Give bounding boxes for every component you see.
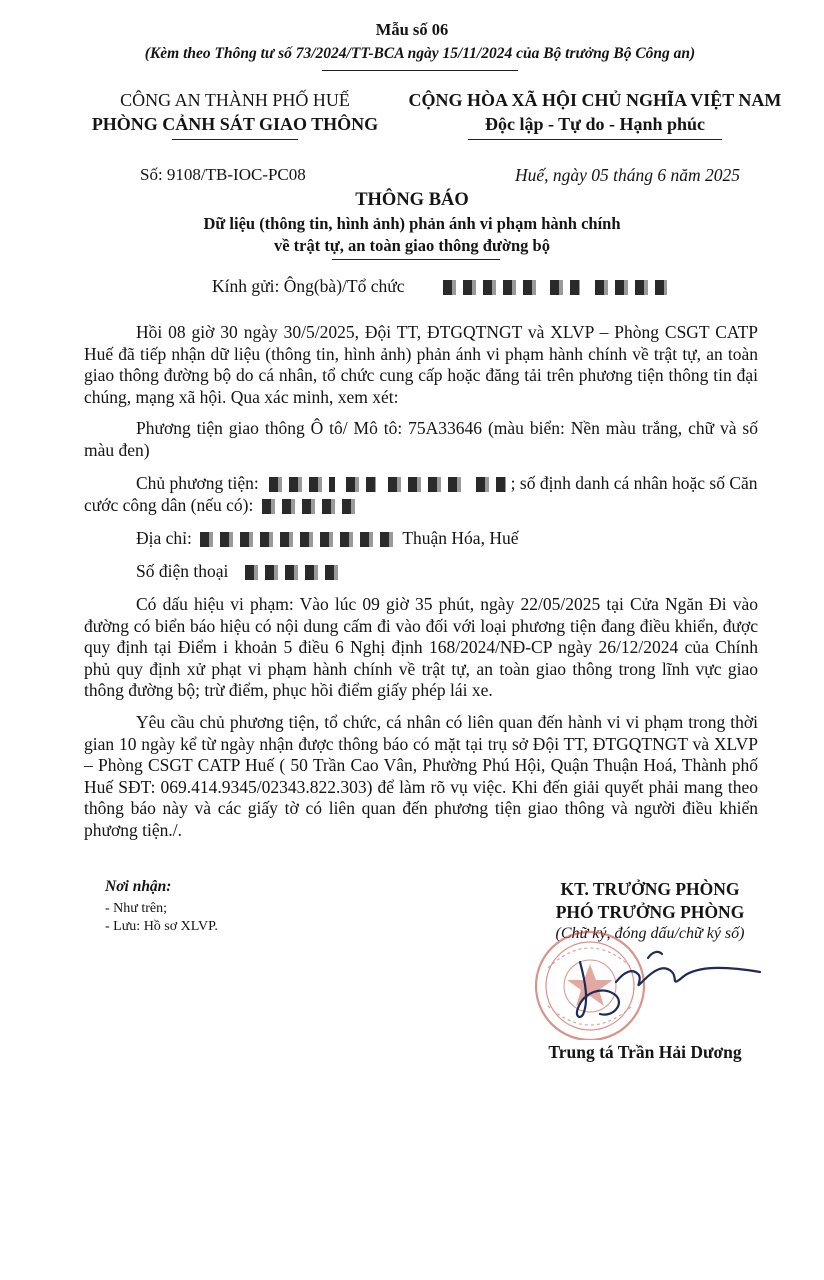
phone-label: Số điện thoại	[136, 561, 229, 581]
address-suffix: Thuận Hóa, Huế	[402, 528, 519, 548]
owner-suffix: ; số định danh cá nhân hoặc số Căn	[510, 473, 758, 493]
department-name: PHÒNG CẢNH SÁT GIAO THÔNG	[91, 114, 379, 134]
redacted-phone	[245, 565, 341, 580]
signer-name: Trung tá Trần Hải Dương	[548, 1042, 742, 1062]
redacted-address	[200, 532, 398, 547]
recipient-label: Kính gửi: Ông(bà)/Tổ chức	[212, 276, 405, 296]
form-note: (Kèm theo Thông tư số 73/2024/TT-BCA ngày 15/11/2024 của Bộ trưởng Bộ Công an)	[144, 45, 696, 62]
recipient-line	[212, 276, 667, 297]
redacted-owner-1	[269, 477, 335, 492]
redacted-recipient-name-3	[595, 280, 667, 295]
intro-paragraph: Hồi 08 giờ 30 ngày 30/5/2025, Đội TT, ĐTGQTNGT và XLVP – Phòng CSGT CATP Huế đã tiếp nhận dữ liệu (thông tin, hình ảnh) phản ánh vi phạm hành chính về trật tự, an toàn giao thông đường bộ do cá nhân, tổ chức cung cấp hoặc đăng tải trên phương tiện thông tin đại chúng, mạng xã hội. Qua xác minh, xem xét:	[84, 322, 758, 407]
motto-underline	[468, 139, 722, 140]
redacted-owner-4	[476, 477, 506, 492]
redacted-recipient-name	[443, 280, 538, 295]
address-label: Địa chỉ:	[136, 528, 192, 548]
signature-title-2: PHÓ TRƯỞNG PHÒNG	[555, 902, 745, 922]
redacted-recipient-name-2	[550, 280, 580, 295]
document-subtitle-line1: Dữ liệu (thông tin, hình ảnh) phản ánh vi phạm hành chính	[203, 214, 621, 233]
document-title: THÔNG BÁO	[355, 190, 469, 210]
violation-paragraph: Có dấu hiệu vi phạm: Vào lúc 09 giờ 35 phút, ngày 22/05/2025 tại Cửa Ngăn Đi vào đường có biển báo hiệu có nội dung cấm đi vào đối với loại phương tiện đang điều khiển, được quy định tại Điểm i khoản 5 điều 6 Nghị định 168/2024/NĐ-CP ngày 26/12/2024 của Chính phủ quy định xử phạt vi phạm hành chính về trật tự, an toàn giao thông trong lĩnh vực giao thông đường bộ; trừ điểm, phục hồi điểm giấy phép lái xe.	[84, 594, 758, 700]
phone-line	[136, 561, 341, 582]
address-line	[136, 528, 518, 549]
redacted-owner-3	[388, 477, 466, 492]
redacted-id-number	[262, 499, 358, 514]
signature-title-1: KT. TRƯỞNG PHÒNG	[560, 879, 740, 899]
redacted-owner-2	[346, 477, 376, 492]
country-name: CỘNG HÒA XÃ HỘI CHỦ NGHĨA VIỆT NAM	[408, 90, 782, 110]
vehicle-paragraph: Phương tiện giao thông Ô tô/ Mô tô: 75A33646 (màu biển: Nền màu trắng, chữ và số màu đen)	[84, 418, 758, 460]
left-header-underline	[172, 139, 298, 140]
recipients-item-2: - Lưu: Hồ sơ XLVP.	[105, 919, 218, 934]
agency-name: CÔNG AN THÀNH PHỐ HUẾ	[120, 90, 350, 110]
document-number: Số: 9108/TB-IOC-PC08	[140, 165, 306, 184]
stamp-and-signature	[528, 928, 768, 1040]
document-subtitle-line2: về trật tự, an toàn giao thông đường bộ	[273, 236, 550, 255]
form-note-underline	[322, 70, 518, 71]
owner-label: Chủ phương tiện:	[136, 473, 259, 493]
national-motto: Độc lập - Tự do - Hạnh phúc	[484, 114, 706, 134]
place-date: Huế, ngày 05 tháng 6 năm 2025	[514, 165, 740, 185]
title-underline	[332, 259, 500, 260]
official-stamp-icon	[528, 928, 768, 1040]
signature-note: (Chữ ký, đóng dấu/chữ ký số)	[555, 925, 745, 942]
recipients-heading: Nơi nhận:	[105, 878, 172, 895]
owner-line	[136, 473, 758, 494]
request-paragraph: Yêu cầu chủ phương tiện, tổ chức, cá nhân có liên quan đến hành vi vi phạm trong thời gian 10 ngày kể từ ngày nhận được thông báo có mặt tại trụ sở Đội TT, ĐTGQTNGT và XLVP – Phòng CSGT CATP Huế ( 50 Trần Cao Vân, Phường Phú Hội, Quận Thuận Hoá, Thành phố Huế SĐT: 069.414.9345/02343.822.303) để làm rõ vụ việc. Khi đến giải quyết phải mang theo thông báo này và các giấy tờ có liên quan đến phương tiện giao thông và người điều khiển phương tiện./.	[84, 712, 758, 840]
id-line	[84, 495, 358, 516]
id-label: cước công dân (nếu có):	[84, 495, 254, 515]
recipients-item-1: - Như trên;	[105, 901, 168, 916]
form-number: Mẫu số 06	[375, 20, 449, 39]
